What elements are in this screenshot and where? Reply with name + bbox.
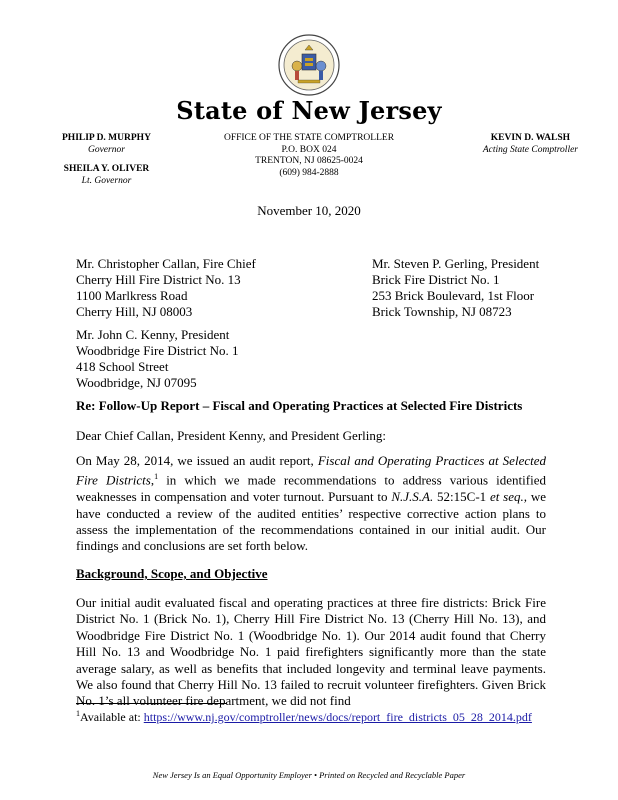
- address-line: Cherry Hill Fire District No. 13: [76, 272, 241, 287]
- recipient-address: [76, 327, 239, 391]
- address-line: Mr. Christopher Callan, Fire Chief: [76, 256, 256, 271]
- salutation: Dear Chief Callan, President Kenny, and President Gerling:: [76, 428, 386, 443]
- address-line: Cherry Hill, NJ 08003: [76, 304, 193, 319]
- page-footer: New Jersey Is an Equal Opportunity Employer • Printed on Recycled and Recyclable Paper: [152, 770, 466, 780]
- state-seal-icon: [278, 34, 340, 96]
- address-line: Mr. John C. Kenny, President: [76, 327, 230, 342]
- office-line: TRENTON, NJ 08625-0024: [255, 156, 363, 166]
- address-line: Mr. Steven P. Gerling, President: [372, 256, 540, 271]
- text-run: ,: [150, 472, 155, 488]
- footnote: [76, 709, 532, 725]
- comptroller-block: [483, 133, 578, 156]
- address-line: Brick Township, NJ 08723: [372, 304, 512, 319]
- text-run: On May 28, 2014, we issued an audit report,: [76, 453, 318, 468]
- address-line: 1100 Marlkress Road: [76, 288, 188, 303]
- background-paragraph: Our initial audit evaluated fiscal and operating practices at three fire districts: Brick Fire District No. 1 (Brick No. 1), Cherry Hill Fire District No. 13 (Cherry Hill No. 13), and Woodbridge Fire District No. 1 (Woodbridge No. 1). Our 2014 audit found that Cherry Hill No. 13 and Woodbridge No. 1 paid firefighters significantly more than the state average salary, as well as benefits that included longevity and terminal leave payments. We also found that Cherry Hill No. 13 failed to recruit volunteer firefighters. Given Brick No. 1’s all volunteer fire department, we did not find: [76, 595, 546, 709]
- office-line: P.O. BOX 024: [281, 144, 337, 155]
- recipient-address: [76, 256, 256, 320]
- report-link[interactable]: https://www.nj.gov/comptroller/news/docs/report_fire_districts_05_28_2014.pdf: [143, 710, 532, 724]
- comptroller-name: KEVIN D. WALSH: [490, 133, 571, 143]
- lt-governor-title: Lt. Governor: [81, 175, 132, 186]
- address-line: Brick Fire District No. 1: [372, 272, 500, 287]
- statute-citation: N.J.S.A.: [391, 489, 434, 505]
- recipient-address: [372, 256, 539, 320]
- address-line: Woodbridge Fire District No. 1: [76, 343, 239, 358]
- address-line: 418 School Street: [76, 359, 169, 374]
- report-title: Fiscal and Operating Practices at Selected Fire Districts: [76, 453, 546, 488]
- comptroller-title: Acting State Comptroller: [482, 144, 578, 155]
- text-run: we have conducted a review of the audited entities’ respective corrective action plans to assess the implementation of the recommendations contained in our initial audit. Our findings and conclusions are set forth below.: [76, 489, 546, 554]
- footnote-ref[interactable]: 1: [154, 472, 159, 482]
- address-line: 253 Brick Boulevard, 1st Floor: [372, 288, 535, 303]
- text-run: in which we made recommendations to address various identified weaknesses in compensation and voter turnout. Pursuant to: [76, 472, 546, 505]
- letter-date: November 10, 2020: [257, 203, 361, 218]
- lt-governor-name: SHEILA Y. OLIVER: [63, 164, 150, 174]
- governor-name: PHILIP D. MURPHY: [62, 133, 151, 143]
- office-line: OFFICE OF THE STATE COMPTROLLER: [223, 133, 395, 143]
- office-line: (609) 984-2888: [279, 167, 339, 178]
- address-line: Woodbridge, NJ 07095: [76, 375, 197, 390]
- state-title: State of New Jersey: [176, 96, 442, 125]
- section-heading: Background, Scope, and Objective: [76, 566, 268, 581]
- re-line: Re: Follow-Up Report – Fiscal and Operating Practices at Selected Fire Districts: [76, 398, 523, 413]
- text-run: 52:15C-1: [433, 489, 490, 505]
- footnote-divider: [76, 703, 226, 704]
- footnote-label: Available at:: [80, 710, 144, 724]
- footnote-number: 1: [76, 709, 80, 718]
- governor-title: Governor: [87, 144, 125, 155]
- et-seq: et seq.,: [489, 489, 528, 505]
- intro-paragraph: [76, 453, 546, 555]
